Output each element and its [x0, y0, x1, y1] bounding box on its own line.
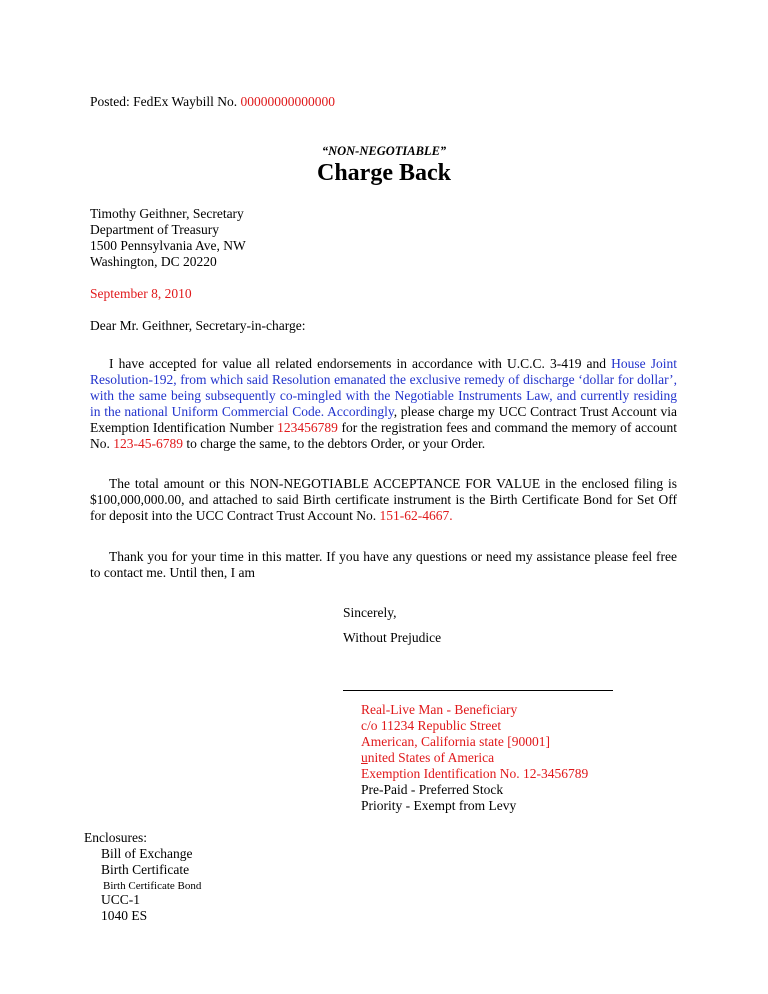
enclosure-item: UCC-1	[101, 892, 141, 907]
signature-line-5: Exemption Identification No. 12-3456789	[361, 766, 589, 781]
page-title: Charge Back	[317, 160, 451, 186]
signature-line-6: Pre-Paid - Preferred Stock	[361, 782, 504, 797]
closing-without-prejudice: Without Prejudice	[343, 630, 442, 645]
enclosure-item: Birth Certificate	[101, 862, 190, 877]
recipient-line-3: 1500 Pennsylvania Ave, NW	[90, 238, 246, 253]
paragraph-3	[90, 549, 677, 581]
paragraph-1	[90, 356, 677, 452]
subtitle: “NON-NEGOTIABLE”	[321, 144, 447, 158]
letter-date: September 8, 2010	[90, 286, 192, 301]
account-number: 123-45-6789	[113, 436, 183, 451]
recipient-line-2: Department of Treasury	[90, 222, 219, 237]
signature-line-1: Real-Live Man - Beneficiary	[361, 702, 518, 717]
resolution-reference: House Joint Resolution-192, from which said Resolution emanated the exclusive remedy of discharge ‘dollar for dollar’, with the same being subsequently co-mingled with the Negotiable Instruments Law, and currently residing in the national Uniform Commercial Code. Accordingly	[90, 356, 677, 419]
recipient-line-1: Timothy Geithner, Secretary	[90, 206, 244, 221]
enclosure-item: Birth Certificate Bond	[103, 880, 202, 892]
posted-line	[90, 94, 335, 110]
para3-text: Thank you for your time in this matter. If you have any questions or need my assistance please feel free to contact me. Until then, I am	[90, 549, 677, 580]
signature-line-4-u: u	[361, 750, 368, 765]
signature-line-4	[361, 750, 494, 766]
signature-line-2: c/o 11234 Republic Street	[361, 718, 502, 733]
closing-sincerely: Sincerely,	[343, 605, 397, 620]
para1-text-a: I have accepted for value all related endorsements in accordance with U.C.C. 3-419 and	[109, 356, 612, 371]
para1-text-g: to charge the same, to the debtors Order, or your Order.	[183, 436, 486, 451]
signature-line-4-rest: nited States of America	[367, 750, 495, 765]
para1-text-e: for the registration fees and command the memory of account No.	[90, 420, 677, 451]
enclosures-label: Enclosures:	[84, 830, 147, 845]
posted-label: Posted: FedEx Waybill No.	[90, 94, 238, 109]
signature-line-3: American, California state [90001]	[361, 734, 550, 749]
trust-account-number: 151-62-4667.	[379, 508, 453, 523]
signature-line-7: Priority - Exempt from Levy	[361, 798, 517, 813]
para2-text-a: The total amount or this NON-NEGOTIABLE ACCEPTANCE FOR VALUE in the enclosed filing is $100,000,000.00, and attached to said Birth certificate instrument is the Birth Certificate Bond for Set Off for deposit into the UCC Contract Trust Account No.	[90, 476, 677, 523]
signature-line	[343, 690, 613, 691]
exemption-id-number: 123456789	[277, 420, 338, 435]
salutation: Dear Mr. Geithner, Secretary-in-charge:	[90, 318, 306, 333]
enclosure-item: 1040 ES	[101, 908, 148, 923]
paragraph-2	[90, 476, 677, 524]
para1-text-c: , please charge my UCC Contract Trust Account via Exemption Identification Number	[90, 404, 677, 435]
enclosure-item: Bill of Exchange	[101, 846, 193, 861]
recipient-line-4: Washington, DC 20220	[90, 254, 217, 269]
waybill-number: 00000000000000	[240, 94, 336, 109]
